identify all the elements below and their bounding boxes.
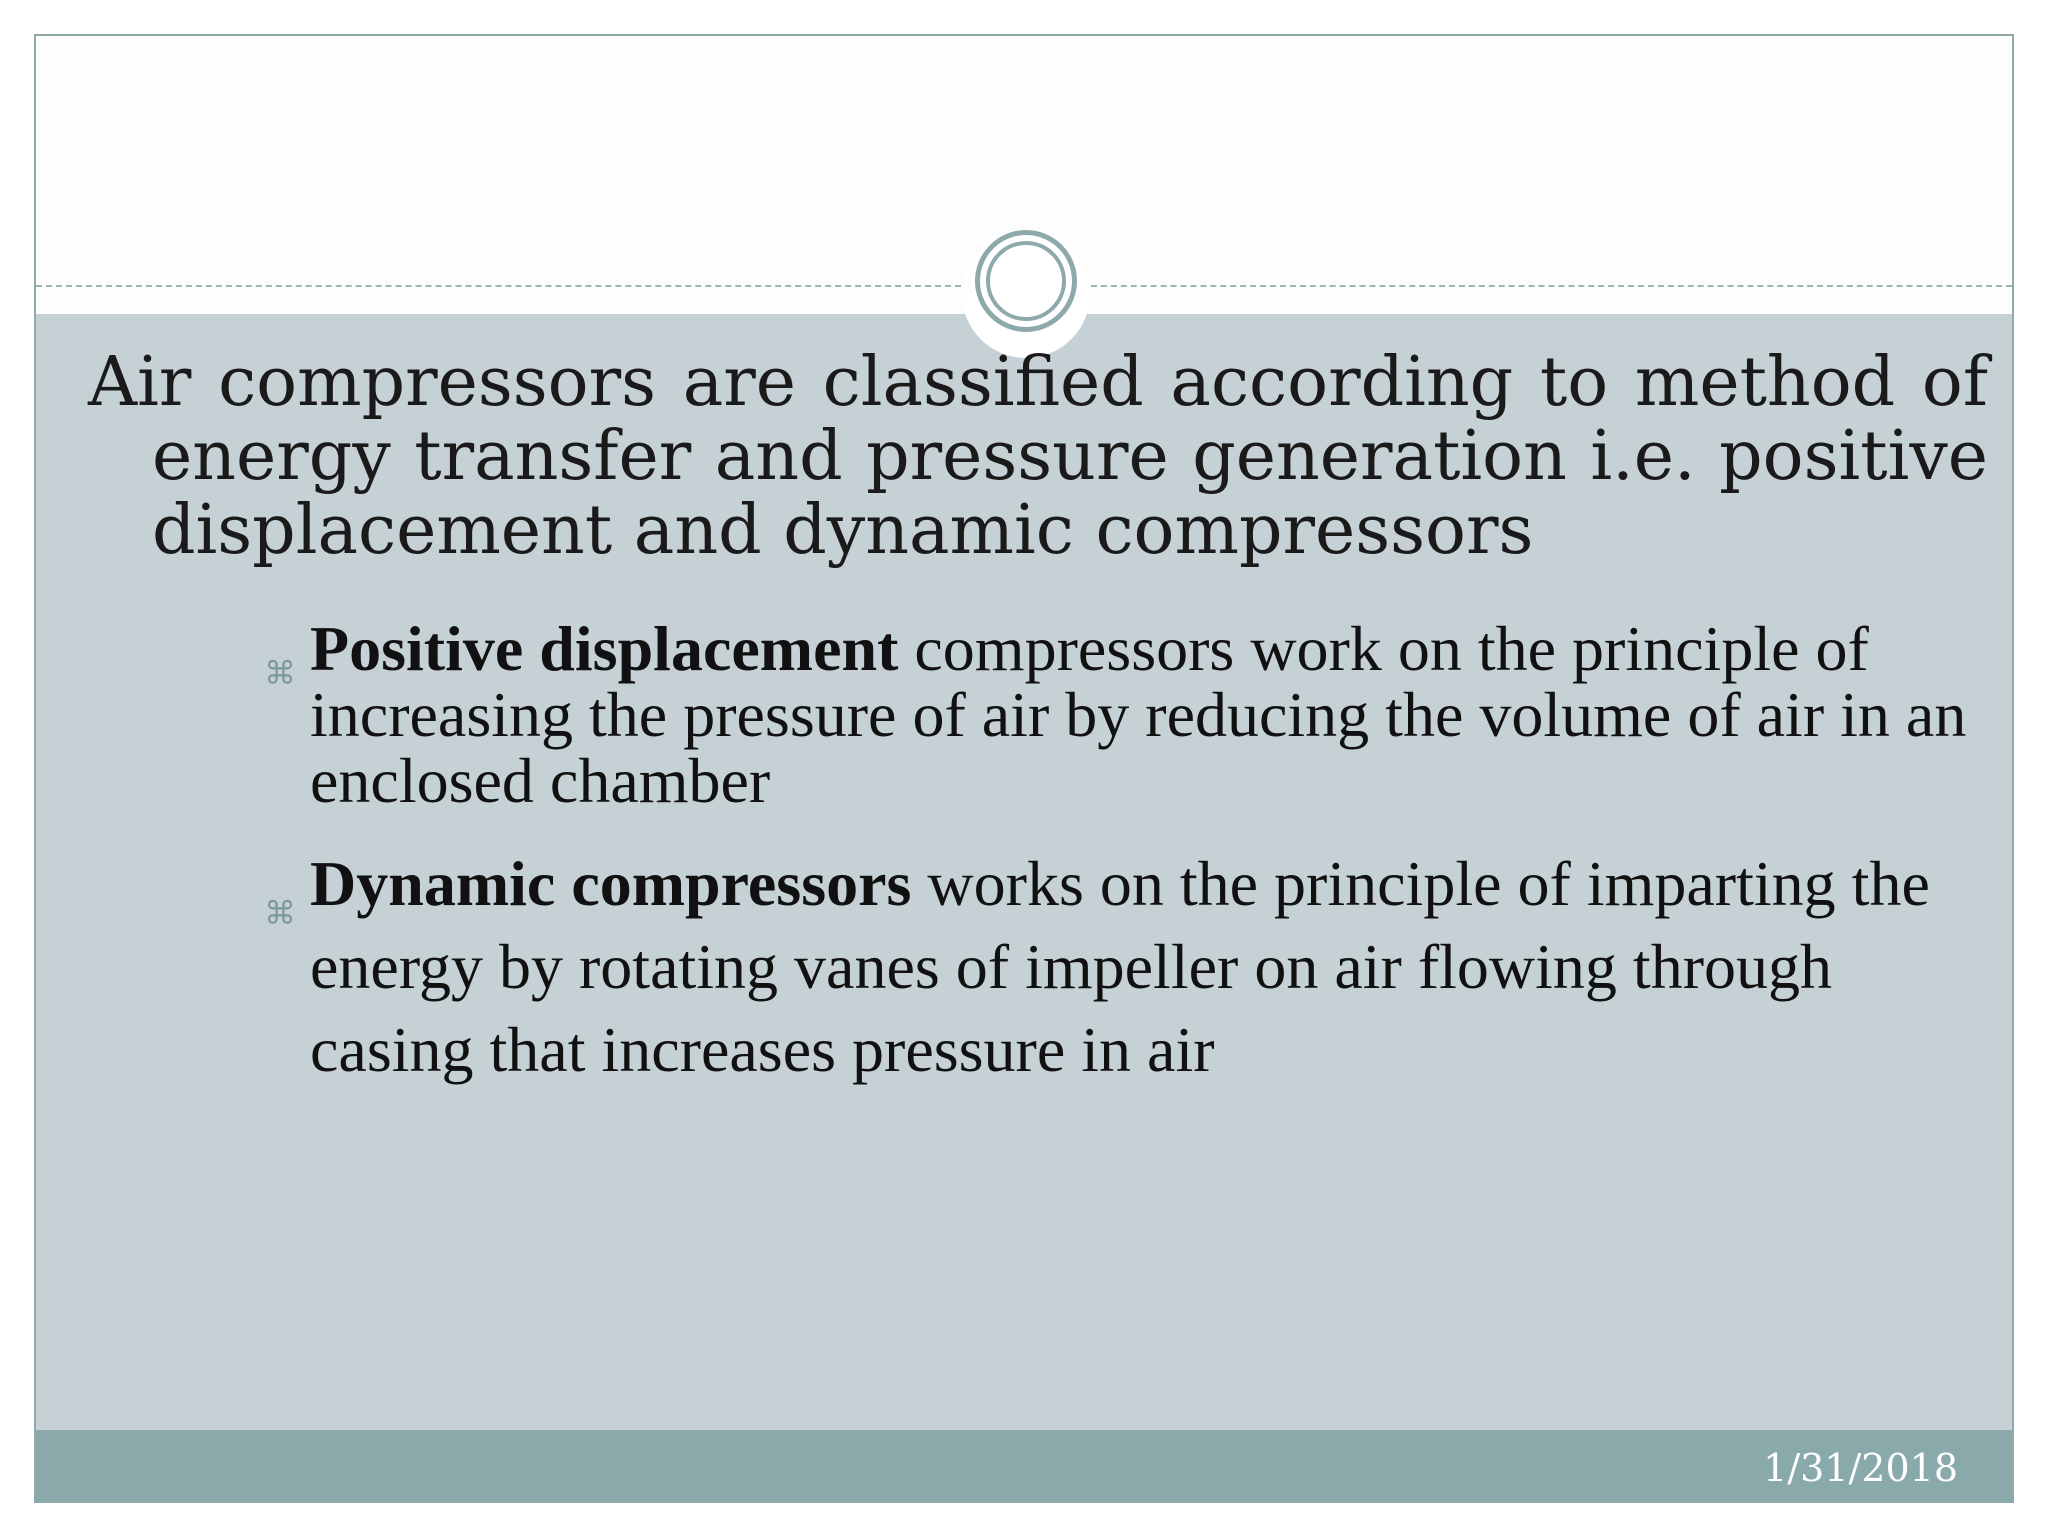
bullet-term: Dynamic compressors (310, 848, 912, 919)
bullet-flourish-icon: ⌘ (264, 654, 296, 692)
bullet-term: Positive displacement (310, 613, 899, 684)
decorative-ring-inner (986, 241, 1066, 321)
bullet-item-positive-displacement (264, 613, 1984, 816)
main-paragraph: Air compressors are classified according to method of energy transfer and pressure generation i.e. positive displacement and dynamic compressors (88, 343, 1988, 570)
slide (34, 34, 2014, 1503)
header-divider-left (36, 285, 961, 287)
bullet-item-dynamic-compressors (264, 842, 1984, 1091)
bullet-description: compressors work on the principle of increasing the pressure of air by reducing the volume of air in an enclosed chamber (310, 613, 1967, 816)
footer-date: 1/31/2018 (1763, 1446, 1958, 1490)
bullet-list (264, 613, 1984, 1091)
bullet-flourish-icon: ⌘ (264, 894, 296, 932)
header-divider-right (1091, 285, 2012, 287)
bullet-description: works on the principle of imparting the energy by rotating vanes of impeller on air flowing through casing that increases pressure in air (310, 848, 1930, 1085)
footer-bar (36, 1430, 2012, 1503)
